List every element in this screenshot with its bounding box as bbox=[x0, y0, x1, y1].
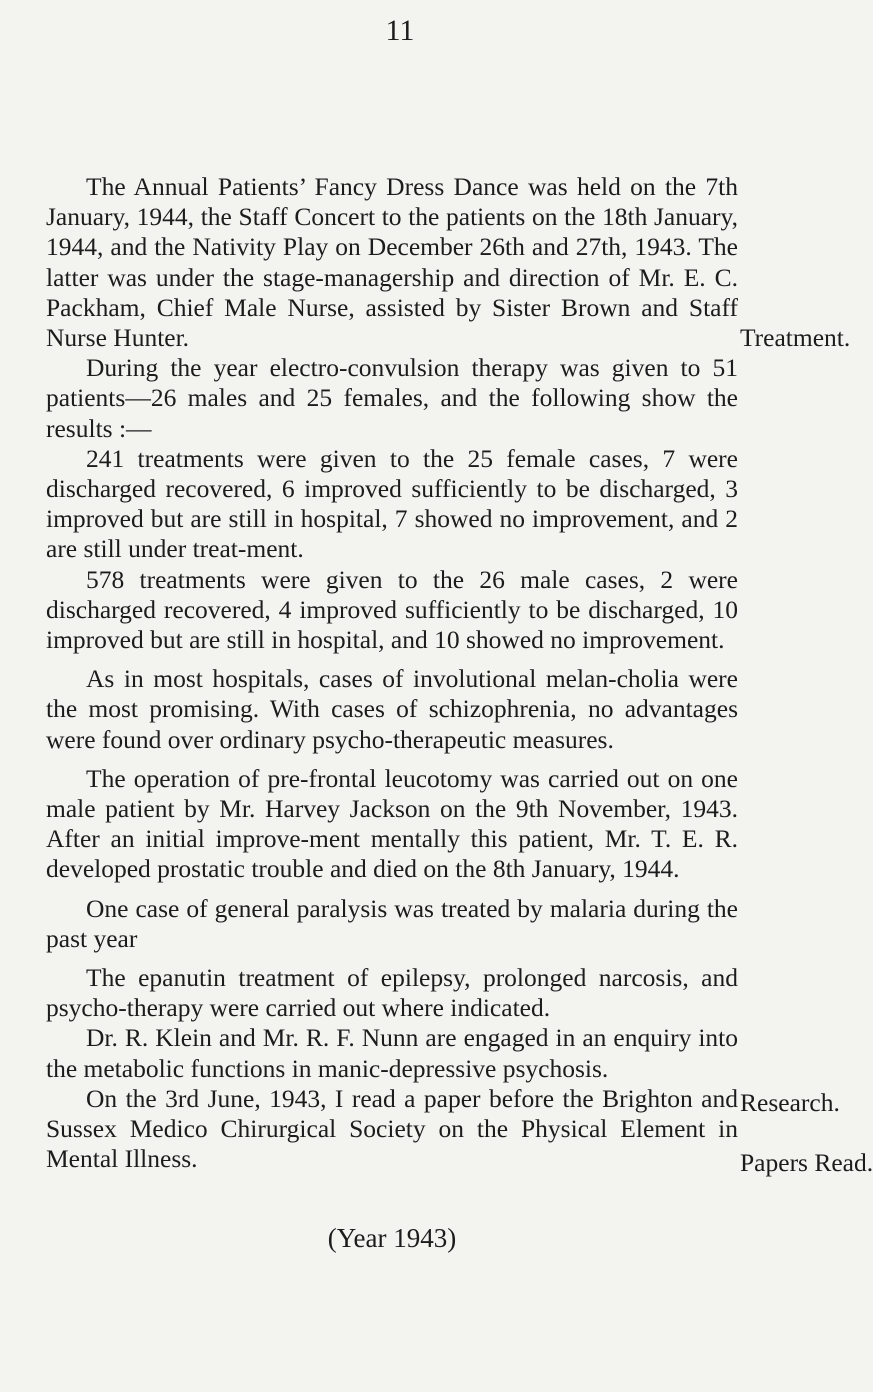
margin-note-papers-read: Papers Read. bbox=[740, 1148, 873, 1177]
paragraph-entertainments: The Annual Patients’ Fancy Dress Dance was held on the 7th January, 1944, the Staff Concert to the patients on the 18th January, 1944, and the Nativity Play on December 26th and 27th, 1943. The latter was under the stage-managership and direction of Mr. E. C. Packham, Chief Male Nurse, assisted by Sister Brown and Staff Nurse Hunter. bbox=[46, 172, 738, 353]
paragraph-research: Dr. R. Klein and Mr. R. F. Nunn are engaged in an enquiry into the metabolic functions in manic-depressive psychosis. bbox=[46, 1023, 738, 1083]
paragraph-papers-read: On the 3rd June, 1943, I read a paper before the Brighton and Sussex Medico Chirurgical Society on the Physical Element in Mental Illness. bbox=[46, 1083, 738, 1174]
paragraph-leucotomy: The operation of pre-frontal leucotomy was carried out on one male patient by Mr. Harvey Jackson on the 9th November, 1943. After an initial improve-ment mentally this patient, Mr. T. E. R. developed prostatic trouble and died on the 8th January, 1944. bbox=[46, 763, 738, 884]
margin-note-research: Research. bbox=[740, 1088, 840, 1117]
paragraph-male-results: 578 treatments were given to the 26 male cases, 2 were discharged recovered, 4 improved sufficiently to be discharged, 10 improved but are still in hospital, and 10 showed no improvement. bbox=[46, 564, 738, 655]
page-number: 11 bbox=[385, 14, 415, 47]
footer-year: (Year 1943) bbox=[327, 1223, 457, 1253]
margin-note-treatment: Treatment. bbox=[740, 323, 851, 352]
paragraph-melancholia: As in most hospitals, cases of involutional melan-cholia were the most promising. With cases of schizophrenia, no advantages were found over ordinary psycho-therapeutic measures. bbox=[46, 664, 738, 754]
paragraph-general-paralysis: One case of general paralysis was treated by malaria during the past year bbox=[46, 893, 738, 953]
paragraph-ect-intro: During the year electro-convulsion therapy was given to 51 patients—26 males and 25 females, and the following show the results :— bbox=[46, 353, 738, 443]
paragraph-epanutin: The epanutin treatment of epilepsy, prolonged narcosis, and psycho-therapy were carried out where indicated. bbox=[46, 963, 738, 1023]
paragraph-female-results: 241 treatments were given to the 25 female cases, 7 were discharged recovered, 6 improved sufficiently to be discharged, 3 improved but are still in hospital, 7 showed no improvement, and 2 are still under treat-ment. bbox=[46, 443, 738, 564]
body-text bbox=[46, 172, 738, 1175]
